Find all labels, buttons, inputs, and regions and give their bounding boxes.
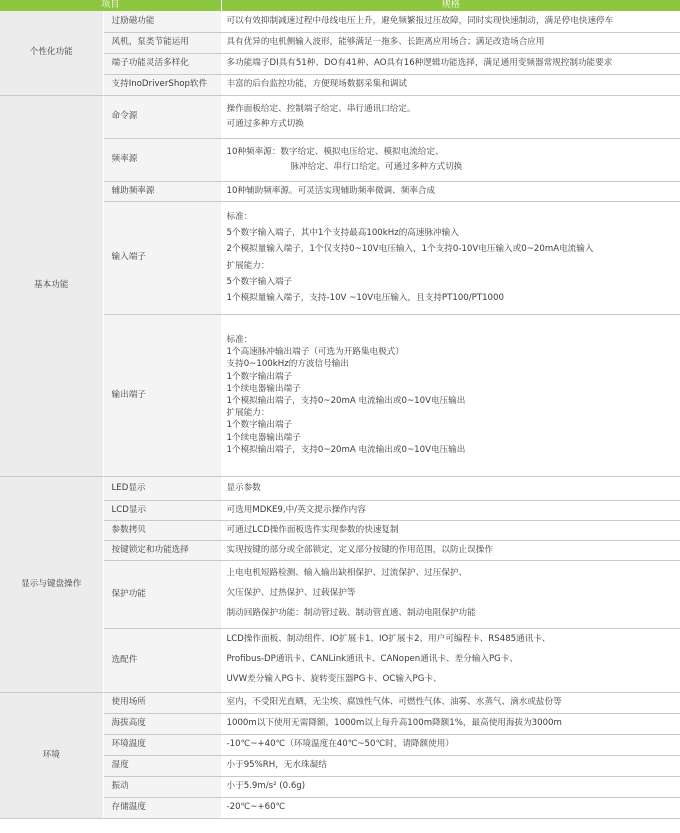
item-cell: 端子功能灵活多样化 — [103, 53, 221, 74]
spec-line: 支持0~100kHz的方波信号输出 — [226, 359, 349, 370]
spec-line: 1个续电器输出端子 — [226, 432, 301, 443]
spec-line: 操作面板给定、控制端子给定、串行通讯口给定。 — [226, 103, 416, 114]
category-personalization: 个性化功能 — [0, 11, 103, 95]
spec-cell: 具有优异的电机侧输入波形，能够满足一拖多、长距离应用场合；满足改造场合应用 — [221, 32, 680, 53]
spec-line: 1个模拟输出端子，支持0~20mA 电流输出或0~10V电压输出 — [226, 396, 466, 406]
table-header-row — [0, 0, 680, 11]
item-cell: 振动 — [103, 776, 221, 797]
spec-line: 5个数字输入端子 — [226, 276, 293, 287]
item-cell: LED显示 — [103, 476, 221, 500]
item-cell: 海拔高度 — [103, 713, 221, 734]
spec-line: 2个模拟量输入端子，1个仅支持0~10V电压输入，1个支持0-10V电压输入或0~20mA电流输入 — [226, 244, 594, 255]
spec-cell: 显示参数 — [221, 476, 680, 500]
spec-line: 可通过多种方式切换 — [226, 118, 304, 129]
item-cell: 支持InoDriverShop软件 — [103, 74, 221, 95]
spec-line: 1个续电器输出端子 — [226, 383, 301, 394]
item-cell: 保护功能 — [103, 560, 221, 628]
spec-cell: 室内，不受阳光直晒，无尘埃、腐蚀性气体、可燃性气体、油雾、水蒸气、滴水或盐份等 — [221, 692, 680, 713]
spec-line: 扩展能力： — [226, 260, 270, 271]
table-row — [0, 11, 680, 32]
spec-cell: 多功能端子DI具有51种、DO有41种、AO具有16种逻辑功能选择，满足通用变频器常规控制功能要求 — [221, 53, 680, 74]
spec-cell: 可选用MDKE9,中/英文提示操作内容 — [221, 500, 680, 520]
spec-cell — [221, 560, 680, 628]
spec-cell — [221, 201, 680, 314]
spec-line: 扩展能力： — [226, 408, 270, 419]
item-cell: 过励磁功能 — [103, 11, 221, 32]
item-cell: 选配件 — [103, 628, 221, 692]
item-cell: 存储温度 — [103, 797, 221, 818]
spec-cell — [221, 628, 680, 692]
spec-line: 5个数字输入端子，其中1个支持最高100kHz的高速脉冲输入 — [226, 227, 459, 238]
header-spec: 规格 — [221, 0, 680, 11]
item-cell: LCD显示 — [103, 500, 221, 520]
spec-cell: 小于95%RH，无水珠凝结 — [221, 755, 680, 776]
item-cell: 频率源 — [103, 138, 221, 181]
item-cell: 命令源 — [103, 95, 221, 138]
spec-cell: 可通过LCD操作面板选件实现参数的快速复制 — [221, 520, 680, 540]
spec-line: UVW差分输入PG卡、旋转变压器PG卡、OC输入PG卡、 — [226, 673, 442, 684]
header-item: 项目 — [0, 0, 221, 11]
spec-line: 上电电机短路检测、输入输出缺相保护、过流保护、过压保护、 — [226, 568, 468, 579]
spec-line: 1个高速脉冲输出端子（可选为开路集电极式） — [226, 347, 404, 358]
item-cell: 湿度 — [103, 755, 221, 776]
spec-cell: -20℃~+60℃ — [221, 797, 680, 818]
spec-cell: 实现按键的部分或全部锁定，定义部分按键的作用范围，以防止误操作 — [221, 540, 680, 560]
item-cell: 风机，泵类节能运用 — [103, 32, 221, 53]
table-row — [0, 692, 680, 713]
spec-line: 1个数字输出端子 — [226, 420, 293, 431]
spec-cell: 丰富的后台监控功能，方便现场数据采集和调试 — [221, 74, 680, 95]
spec-line: LCD操作面板、制动组件、IO扩展卡1、IO扩展卡2、用户可编程卡、RS485通讯卡、 — [226, 634, 551, 645]
spec-line: 1个模拟量输入端子，支持-10V ~10V电压输入，且支持PT100/PT1000 — [226, 293, 504, 304]
category-environment: 环境 — [0, 692, 103, 818]
category-basic: 基本功能 — [0, 95, 103, 476]
spec-cell — [221, 95, 680, 138]
item-cell: 输入端子 — [103, 201, 221, 314]
spec-line: 制动回路保护功能：制动管过载、制动管直通、制动电阻保护功能 — [226, 607, 476, 618]
item-cell: 输出端子 — [103, 314, 221, 476]
spec-line: Profibus-DP通讯卡、CANLink通讯卡、CANopen通讯卡、差分输入PG卡、 — [226, 654, 519, 665]
spec-line: 标准： — [226, 211, 253, 222]
item-cell: 按键锁定和功能选择 — [103, 540, 221, 560]
spec-cell: 可以有效抑制减速过程中母线电压上升，避免频繁报过压故障，同时实现快速制动，满足停电快速停车 — [221, 11, 680, 32]
table-row — [0, 476, 680, 500]
spec-line: 标准： — [226, 334, 253, 345]
item-cell: 使用场所 — [103, 692, 221, 713]
spec-line: 1个数字输出端子 — [226, 371, 293, 382]
spec-line: 1个模拟输出端子，支持0~20mA 电流输出或0~10V电压输出 — [226, 444, 466, 455]
spec-cell: 小于5.9m/s² (0.6g) — [221, 776, 680, 797]
spec-cell — [221, 314, 680, 476]
item-cell: 辅助频率源 — [103, 181, 221, 201]
spec-cell: 10种辅助频率源。可灵活实现辅助频率微调、频率合成 — [221, 181, 680, 201]
item-cell: 参数拷贝 — [103, 520, 221, 540]
spec-line: 脉冲给定、串行口给定。可通过多种方式切换 — [290, 161, 463, 172]
spec-cell — [221, 138, 680, 181]
spec-line: 10种频率源：数字给定、模拟电压给定、模拟电流给定、 — [226, 146, 444, 157]
spec-cell: -10℃~+40℃（环境温度在40℃~50℃时，请降额使用） — [221, 734, 680, 755]
item-cell: 环境温度 — [103, 734, 221, 755]
spec-line: 欠压保护、过热保护、过载保护等 — [226, 588, 356, 599]
category-display-keyboard: 显示与键盘操作 — [0, 476, 103, 692]
spec-cell: 1000m以下使用无需降额，1000m以上每升高100m降额1%，最高使用海拔为3000m — [221, 713, 680, 734]
table-row — [0, 95, 680, 138]
